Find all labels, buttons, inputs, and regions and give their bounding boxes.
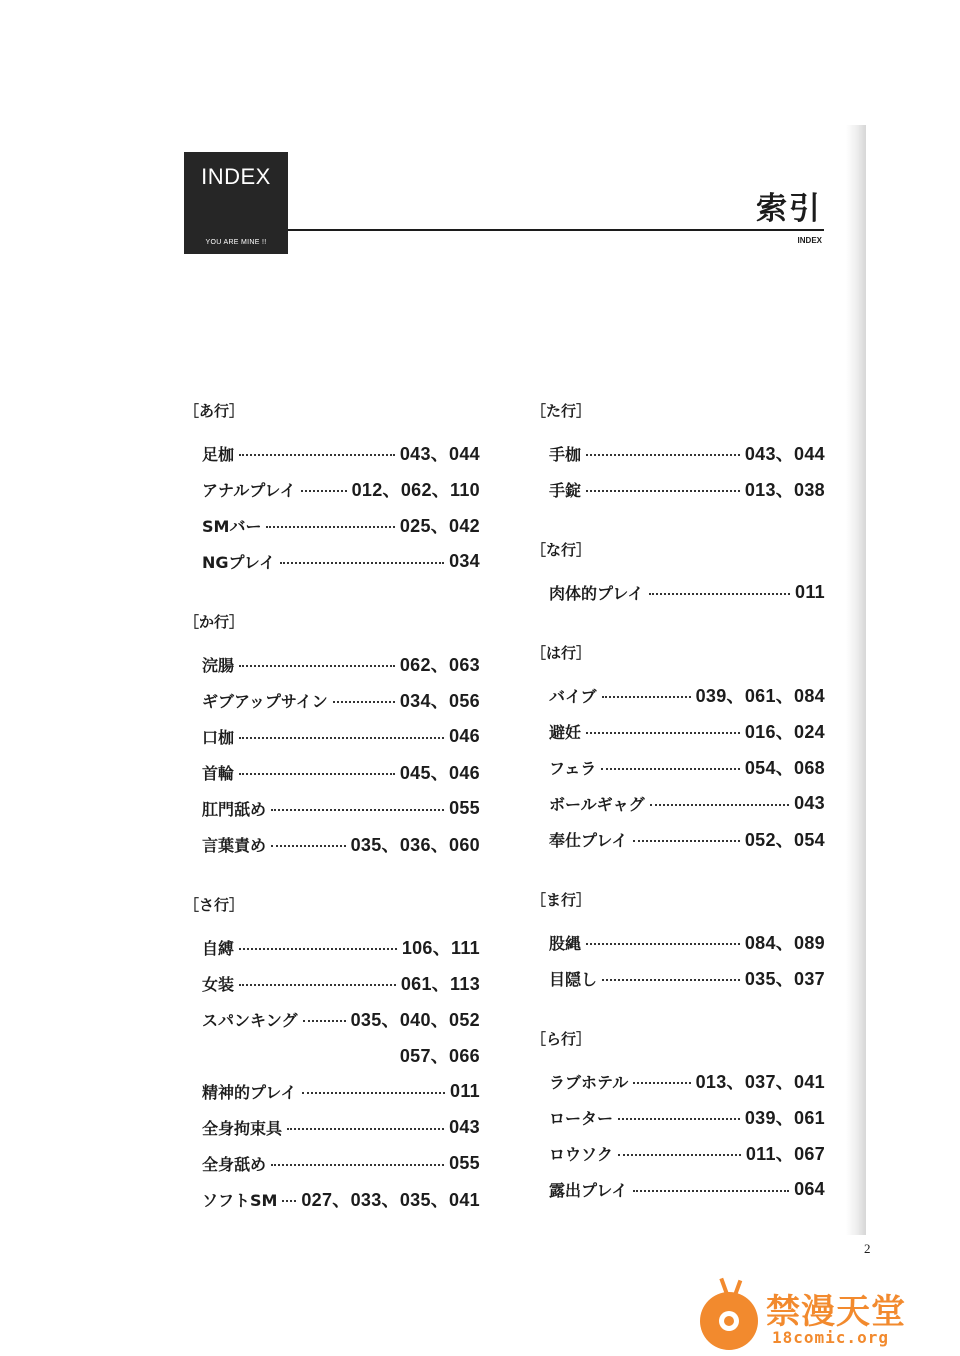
dot-leader xyxy=(602,696,691,698)
watermark-logo xyxy=(700,1278,930,1354)
entry-term: 精神的プレイ xyxy=(202,1082,297,1102)
index-entry xyxy=(531,677,825,713)
dot-leader xyxy=(649,593,790,595)
index-entry xyxy=(184,1145,480,1181)
section-heading: ［な行］ xyxy=(531,541,592,559)
index-entry xyxy=(184,543,480,579)
index-entry xyxy=(184,682,480,718)
dot-leader xyxy=(239,737,444,739)
entry-term: 手枷 xyxy=(549,444,582,464)
entry-pages: 055 xyxy=(449,1152,480,1173)
entry-term: ギブアップサイン xyxy=(202,691,328,711)
dot-leader xyxy=(586,732,740,734)
index-section xyxy=(531,889,825,996)
index-entry xyxy=(184,929,480,965)
index-section xyxy=(531,642,825,857)
dot-leader xyxy=(586,943,740,945)
section-heading: ［さ行］ xyxy=(184,896,245,914)
entry-pages: 013、038 xyxy=(744,480,825,500)
entry-pages: 012、062、110 xyxy=(351,480,480,500)
dot-leader xyxy=(271,809,444,811)
index-entry xyxy=(184,1073,480,1109)
index-entry xyxy=(184,1109,480,1145)
dot-leader xyxy=(650,804,789,806)
entry-term: 全身拘束具 xyxy=(202,1118,283,1138)
dot-leader xyxy=(301,490,347,492)
entry-term: 首輪 xyxy=(202,763,235,783)
section-heading: ［あ行］ xyxy=(184,402,245,420)
watermark-url: 18comic.org xyxy=(772,1328,889,1347)
index-entry xyxy=(531,1063,825,1099)
index-entry xyxy=(531,471,825,507)
page-title-en: INDEX xyxy=(797,236,822,245)
dot-leader xyxy=(239,984,396,986)
index-entry xyxy=(184,754,480,790)
index-entry xyxy=(531,574,825,610)
entry-term: アナルプレイ xyxy=(202,480,296,500)
entry-pages: 039、061、084 xyxy=(695,686,825,706)
entry-pages: 013、037、041 xyxy=(695,1072,825,1092)
entry-pages: 043、044 xyxy=(744,444,825,464)
entry-pages: 016、024 xyxy=(744,722,825,742)
index-entry xyxy=(531,785,825,821)
index-entry xyxy=(531,1171,825,1207)
section-heading: ［た行］ xyxy=(531,402,592,420)
entry-term: 避妊 xyxy=(549,722,582,742)
dot-leader xyxy=(586,490,740,492)
dot-leader xyxy=(601,768,740,770)
index-entry xyxy=(531,713,825,749)
entry-pages: 011 xyxy=(450,1080,480,1101)
entry-term: 露出プレイ xyxy=(549,1180,628,1200)
entry-term: 肛門舐め xyxy=(202,799,267,819)
entry-pages: 039、061 xyxy=(744,1108,825,1128)
entry-pages: 106、111 xyxy=(401,938,480,958)
entry-term: SMバー xyxy=(202,516,262,536)
entry-pages: 062、063 xyxy=(399,655,480,675)
dot-leader xyxy=(633,1082,690,1084)
index-section xyxy=(184,611,480,862)
index-entry xyxy=(184,965,480,1001)
index-section xyxy=(531,1028,825,1207)
dot-leader xyxy=(282,1200,296,1202)
index-entry xyxy=(531,749,825,785)
index-section xyxy=(531,400,825,507)
page-title: 索引 xyxy=(756,191,822,227)
entry-pages: 045、046 xyxy=(399,763,480,783)
entry-term: 股縄 xyxy=(549,933,582,953)
index-section xyxy=(531,539,825,610)
section-heading: ［ら行］ xyxy=(531,1030,592,1048)
dot-leader xyxy=(239,948,397,950)
dot-leader xyxy=(239,773,395,775)
header-rule xyxy=(288,229,824,231)
dot-leader xyxy=(586,454,740,456)
entry-pages: 011、067 xyxy=(745,1144,825,1164)
entry-term: ロウソク xyxy=(549,1144,613,1164)
index-entry xyxy=(184,826,480,862)
entry-term: フェラ xyxy=(549,758,597,778)
entry-pages: 025、042 xyxy=(399,516,480,536)
index-entry xyxy=(184,1181,480,1217)
dot-leader xyxy=(333,701,395,703)
entry-term: 奉仕プレイ xyxy=(549,830,628,850)
dot-leader xyxy=(618,1154,741,1156)
entry-term: 言葉責め xyxy=(202,835,267,855)
entry-pages: 027、033、035、041 xyxy=(301,1190,480,1210)
entry-pages: 055 xyxy=(449,797,480,818)
entry-pages: 057、066 xyxy=(399,1046,480,1066)
entry-pages: 035、040、052 xyxy=(350,1010,480,1030)
entry-pages: 052、054 xyxy=(744,830,825,850)
dot-leader xyxy=(302,1092,445,1094)
entry-pages: 054、068 xyxy=(744,758,825,778)
section-heading: ［ま行］ xyxy=(531,891,592,909)
entry-term: スパンキング xyxy=(202,1010,298,1030)
entry-pages: 043、044 xyxy=(399,444,480,464)
entry-term: バイブ xyxy=(549,686,597,706)
index-entry xyxy=(531,1135,825,1171)
index-column-left xyxy=(184,400,480,1249)
entry-term: 女装 xyxy=(202,974,235,994)
dot-leader xyxy=(633,1190,790,1192)
dot-leader xyxy=(602,979,740,981)
entry-pages: 035、036、060 xyxy=(350,835,480,855)
index-entry xyxy=(531,924,825,960)
entry-pages: 046 xyxy=(449,725,480,746)
entry-pages: 043 xyxy=(794,792,825,813)
entry-pages: 011 xyxy=(795,581,825,602)
page-number: 2 xyxy=(864,1241,871,1256)
index-entry xyxy=(531,435,825,471)
dot-leader xyxy=(280,562,444,564)
index-entry xyxy=(184,1001,480,1037)
entry-term: 目隠し xyxy=(549,969,598,989)
entry-term: ボールギャグ xyxy=(549,794,645,814)
index-entry xyxy=(184,1037,480,1073)
dot-leader xyxy=(303,1020,346,1022)
index-section xyxy=(184,894,480,1217)
index-entry xyxy=(184,646,480,682)
entry-term: 肉体的プレイ xyxy=(549,583,644,603)
dot-leader xyxy=(287,1128,444,1130)
dot-leader xyxy=(266,526,394,528)
index-entry xyxy=(184,507,480,543)
index-entry xyxy=(184,435,480,471)
index-entry xyxy=(184,471,480,507)
dot-leader xyxy=(271,845,346,847)
entry-term: ローター xyxy=(549,1108,614,1128)
entry-pages: 064 xyxy=(794,1178,825,1199)
index-entry xyxy=(531,1099,825,1135)
entry-pages: 084、089 xyxy=(744,933,825,953)
entry-term: 口枷 xyxy=(202,727,235,747)
entry-pages: 034、056 xyxy=(399,691,480,711)
dot-leader xyxy=(618,1118,740,1120)
dot-leader xyxy=(271,1164,444,1166)
watermark-mascot-icon xyxy=(700,1292,758,1350)
entry-term: 足枷 xyxy=(202,444,235,464)
index-entry xyxy=(184,718,480,754)
section-heading: ［は行］ xyxy=(531,644,592,662)
index-badge xyxy=(184,152,288,254)
dot-leader xyxy=(633,840,740,842)
entry-pages: 061、113 xyxy=(400,974,480,994)
index-entry xyxy=(531,821,825,857)
entry-term: ラブホテル xyxy=(549,1072,629,1092)
dot-leader xyxy=(239,454,395,456)
entry-pages: 043 xyxy=(449,1116,480,1137)
entry-term: NGプレイ xyxy=(202,552,276,572)
entry-term: ソフトSM xyxy=(202,1190,278,1210)
entry-term: 自縛 xyxy=(202,938,235,958)
entry-pages: 035、037 xyxy=(744,969,825,989)
index-column-right xyxy=(531,400,825,1239)
index-entry xyxy=(531,960,825,996)
entry-term: 浣腸 xyxy=(202,655,235,675)
index-badge-title: INDEX xyxy=(201,164,271,189)
index-badge-subtitle: YOU ARE MINE !! xyxy=(205,239,267,246)
entry-term: 手錠 xyxy=(549,480,582,500)
section-heading: ［か行］ xyxy=(184,613,245,631)
index-entry xyxy=(184,790,480,826)
index-section xyxy=(184,400,480,579)
page-edge-shadow xyxy=(846,125,866,1235)
watermark-name: 禁漫天堂 xyxy=(766,1292,906,1332)
entry-pages: 034 xyxy=(449,550,480,571)
entry-term: 全身舐め xyxy=(202,1154,267,1174)
dot-leader xyxy=(239,665,395,667)
